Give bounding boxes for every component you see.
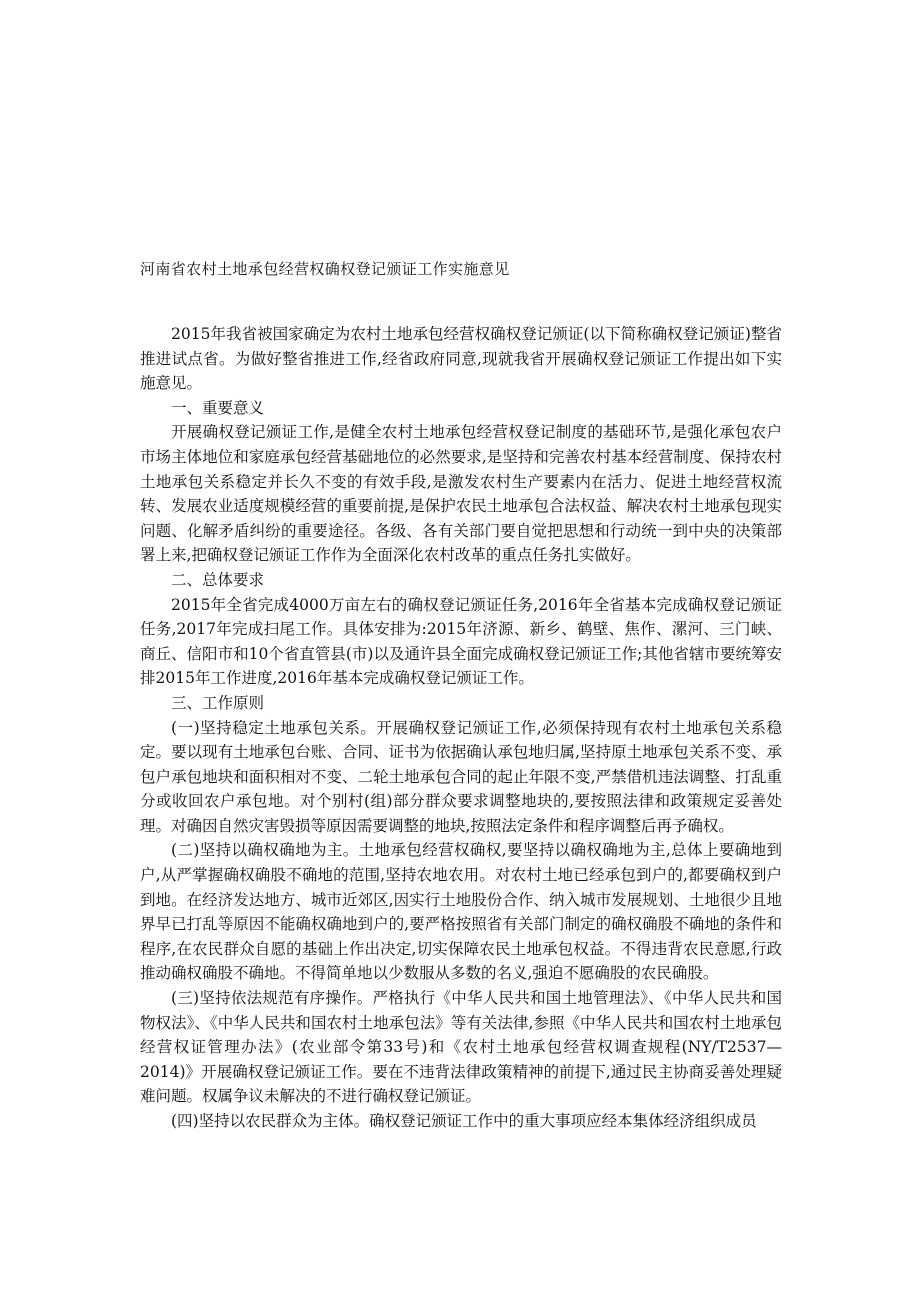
principle-paragraph-2: (二)坚持以确权确地为主。土地承包经营权确权,要坚持以确权确地为主,总体上要确地到户,从严掌握确权确股不确地的范围,坚持农地农用。对农村土地已经承包到户的,都要确权到户到地。在经济发达地方、城市近郊区,因实行土地股份合作、纳入城市发展规划、土地很少且地界早已打乱等原因不能确权确地到户的,要严格按照省有关部门制定的确权确股不确地的条件和程序,在农民群众自愿的基础上作出决定,切实保障农民土地承包权益。不得违背农民意愿,行政推动确权确股不确地。不得简单地以少数服从多数的名义,强迫不愿确股的农民确股。 (140, 841, 782, 983)
document-title: 河南省农村土地承包经营权确权登记颁证工作实施意见 (140, 260, 510, 278)
principle-paragraph-4: (四)坚持以农民群众为主体。确权登记颁证工作中的重大事项应经本集体经济组织成员 (171, 1112, 757, 1130)
section-heading-principles: 三、工作原则 (171, 693, 265, 712)
significance-paragraph: 开展确权登记颁证工作,是健全农村土地承包经营权登记制度的基础环节,是强化承包农户市场主体地位和家庭承包经营基础地位的必然要求,是坚持和完善农村基本经营制度、保持农村土地承包关系稳定并长久不变的有效手段,是激发农村生产要素内在活力、促进土地经营权流转、发展农业适度规模经营的重要前提,是保护农民土地承包合法权益、解决农村土地承包现实问题、化解矛盾纠纷的重要途径。各级、各有关部门要自觉把思想和行动统一到中央的决策部署上来,把确权登记颁证工作作为全面深化农村改革的重点任务扎实做好。 (140, 423, 782, 565)
section-heading-significance: 一、重要意义 (171, 398, 265, 417)
document-body (140, 322, 782, 1134)
principle-paragraph-3: (三)坚持依法规范有序操作。严格执行《中华人民共和国土地管理法》、《中华人民共和国物权法》、《中华人民共和国农村土地承包法》等有关法律,参照《中华人民共和国农村土地承包经营权证管理办法》(农业部令第33号)和《农村土地承包经营权调查规程(NY/T2537—2014)》开展确权登记颁证工作。要在不违背法律政策精神的前提下,通过民主协商妥善处理疑难问题。权属争议未解决的不进行确权登记颁证。 (140, 989, 782, 1106)
section-heading-requirements: 二、总体要求 (171, 570, 265, 589)
principle-paragraph-1: (一)坚持稳定土地承包关系。开展确权登记颁证工作,必须保持现有农村土地承包关系稳定。要以现有土地承包台账、合同、证书为依据确认承包地归属,坚持原土地承包关系不变、承包户承包地块和面积相对不变、二轮土地承包合同的起止年限不变,严禁借机违法调整、打乱重分或收回农户承包地。对个别村(组)部分群众要求调整地块的,要按照法律和政策规定妥善处理。对确因自然灾害毁损等原因需要调整的地块,按照法定条件和程序调整后再予确权。 (140, 718, 782, 835)
requirements-paragraph: 2015年全省完成4000万亩左右的确权登记颁证任务,2016年全省基本完成确权登记颁证任务,2017年完成扫尾工作。具体安排为:2015年济源、新乡、鹤壁、焦作、漯河、三门峡、商丘、信阳市和10个省直管县(市)以及通许县全面完成确权登记颁证工作;其他省辖市要统筹安排2015年工作进度,2016年基本完成确权登记颁证工作。 (140, 595, 782, 688)
intro-paragraph: 2015年我省被国家确定为农村土地承包经营权确权登记颁证(以下简称确权登记颁证)整省推进试点省。为做好整省推进工作,经省政府同意,现就我省开展确权登记颁证工作提出如下实施意见。 (140, 325, 782, 393)
